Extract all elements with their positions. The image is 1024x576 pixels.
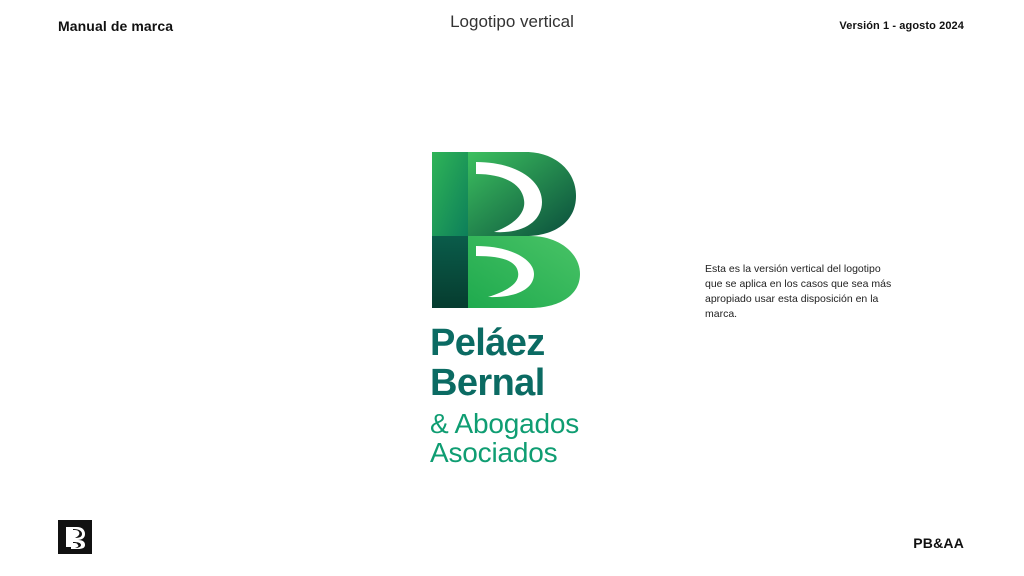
version-label: Versión 1 - agosto 2024 bbox=[839, 20, 964, 32]
page-title: Manual de marca bbox=[58, 18, 174, 34]
pb-monogram-icon bbox=[430, 150, 580, 310]
wordmark-line-2: Bernal bbox=[430, 361, 545, 404]
description-text: Esta es la versión vertical del logotipo que se aplica en los casos que sea más apropiado usar esta disposición en la marca. bbox=[705, 263, 892, 320]
section-title: Logotipo vertical bbox=[450, 12, 574, 31]
vertical-logo bbox=[429, 150, 599, 467]
wordmark-line-1: Peláez bbox=[430, 322, 545, 364]
wordmark-line-4: Asociados bbox=[430, 436, 558, 468]
footer-label: PB&AA bbox=[913, 535, 964, 551]
wordmark bbox=[430, 324, 599, 467]
wordmark-line-3: & Abogados bbox=[430, 407, 580, 439]
footer-brand-icon bbox=[58, 520, 92, 554]
